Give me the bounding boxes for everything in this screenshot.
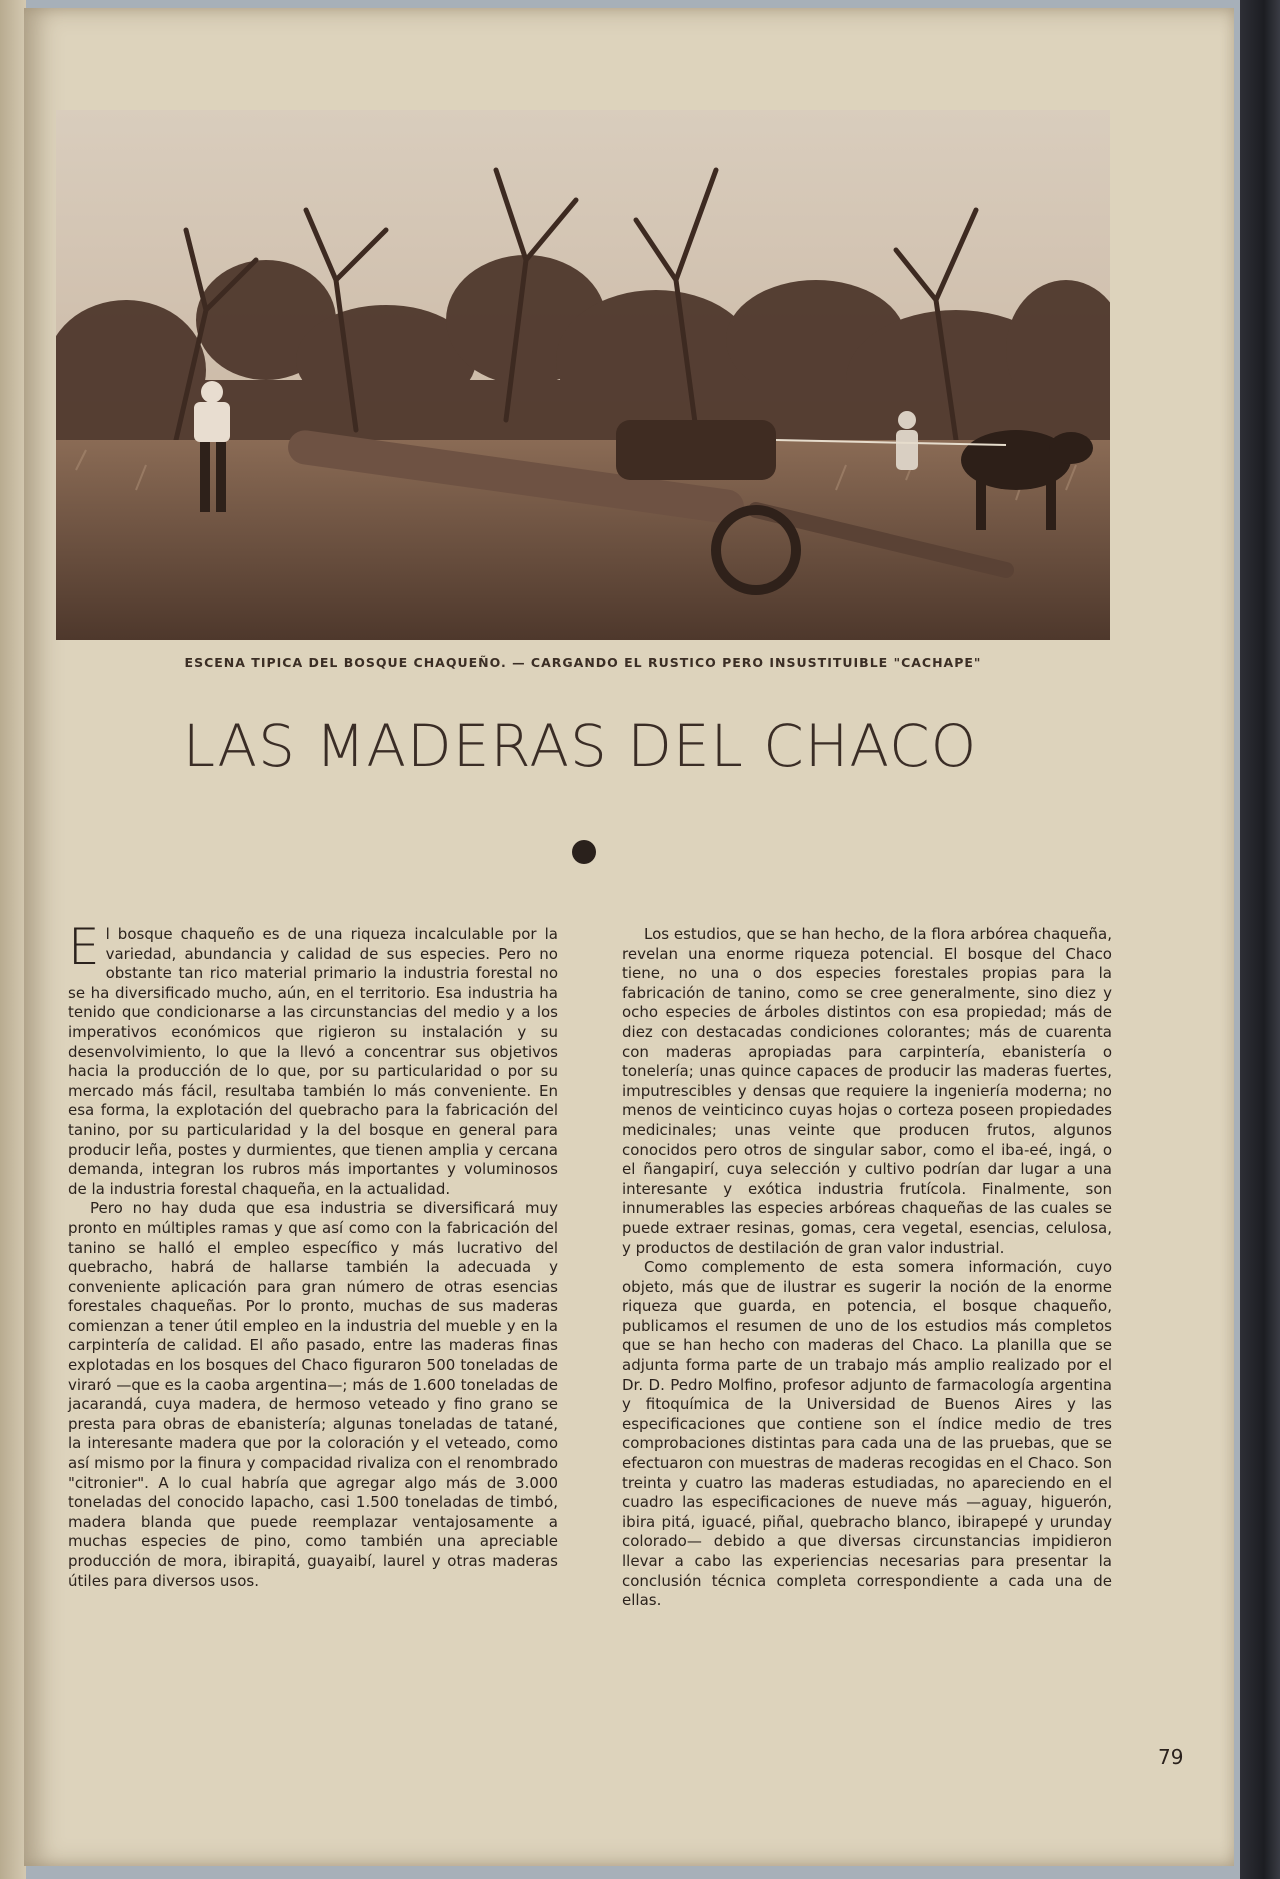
- left-column: [68, 918, 558, 1591]
- book-binding: [1240, 0, 1280, 1879]
- forest-scene-illustration: [56, 110, 1110, 640]
- ornament-dot: [572, 840, 596, 864]
- page-number: 79: [1158, 1745, 1184, 1769]
- paragraph: Pero no hay duda que esa industria se diversificará muy pronto en múltiples ramas y que así como con la fabricación del tanino se halló el empleo específico y más lucrativo del quebracho, habrá de hallarse también la adecuada y conveniente aplicación para gran número de otras esencias forestales chaqueñas. Por lo pronto, muchas de sus maderas comienzan a tener útil empleo en la industria del mueble y en la carpintería de calidad. El año pasado, entre las maderas finas explotadas en los bosques del Chaco figuraron 500 toneladas de viraró —que es la caoba argentina—; más de 1.600 toneladas de jacarandá, cuya madera, de hermoso veteado y fino grano se presta para obras de ebanistería; algunas toneladas de tatané, la interesante madera que por la coloración y el veteado, como así mismo por la finura y compacidad rivaliza con el renombrado "citronier". A lo cual habría que agregar algo más de 3.000 toneladas del conocido lapacho, casi 1.500 toneladas de timbó, madera blanda que puede reemplazar ventajosamente a muchas especies de pino, como también una apreciable producción de mora, ibirapitá, guayaibí, laurel y otras maderas útiles para diversos usos.: [68, 1199, 558, 1590]
- paragraph: l bosque chaqueño es de una riqueza incalculable por la variedad, abundancia y calidad de sus especies. Pero no obstante tan rico material primario la industria forestal no se ha diversificado mucho, aún, en el territorio. Esa industria ha tenido que condicionarse a las circunstancias del medio y a los imperativos económicos que rigieron su instalación y su desenvolvimiento, lo que la llevó a concentrar sus objetivos hacia la producción de lo que, por su particularidad o por su mercado más fácil, resultaba también lo más conveniente. En esa forma, la explotación del quebracho para la fabricación del tanino, por su particularidad y la del bosque en general para producir leña, postes y durmientes, que tienen amplia y cercana demanda, integran los rubros más importantes y voluminosos de la industria forestal chaqueña, en la actualidad.: [68, 925, 558, 1198]
- drop-cap: E: [68, 918, 100, 976]
- right-column: [622, 925, 1112, 1611]
- forest-photo: [56, 110, 1110, 640]
- paragraph: Como complemento de esta somera información, cuyo objeto, más que de ilustrar es sugerir la noción de la enorme riqueza que guarda, en potencia, el bosque chaqueño, publicamos el resumen de uno de los estudios más completos que se han hecho con maderas del Chaco. La planilla que se adjunta forma parte de un trabajo más amplio realizado por el Dr. D. Pedro Molfino, profesor adjunto de farmacología argentina y fitoquímica de la Universidad de Buenos Aires y las especificaciones que contiene son el índice medio de tres comprobaciones distintas para cada una de las pruebas, que se efectuaron con muestras de maderas recogidas en el Chaco. Son treinta y cuatro las maderas estudiadas, no apareciendo en el cuadro las especificaciones de nueve más —aguay, higuerón, ibira pitá, iguacé, piñal, quebracho blanco, ibirapepé y urunday colorado— debido a que diversas circunstancias impidieron llevar a cabo las experiencias necesarias para presentar la conclusión técnica completa correspondiente a cada una de ellas.: [622, 1258, 1112, 1610]
- photo-caption: ESCENA TIPICA DEL BOSQUE CHAQUEÑO. — CARGANDO EL RUSTICO PERO INSUSTITUIBLE "CACHAPE": [184, 655, 982, 670]
- page-gutter: [0, 0, 26, 1879]
- article-title: LAS MADERAS DEL CHACO: [182, 712, 978, 780]
- paragraph: Los estudios, que se han hecho, de la flora arbórea chaqueña, revelan una enorme riqueza potencial. El bosque del Chaco tiene, no una o dos especies forestales propias para la fabricación de tanino, como se cree generalmente, sino diez y ocho especies de árboles distintos con esa propiedad; más de diez con destacadas condiciones colorantes; más de cuarenta con maderas apropiadas para carpintería, ebanistería o tonelería; unas quince capaces de producir las maderas fuertes, imputrescibles y densas que requiere la ingeniería moderna; no menos de veinticinco cuyas hojas o corteza poseen propiedades medicinales; unas veinte que producen frutos, algunos conocidos pero otros de singular sabor, como el iba-eé, ingá, o el ñangapirí, cuya selección y cultivo podrían dar lugar a una interesante y exótica industria frutícola. Finalmente, son innumerables las especies arbóreas chaqueñas de las cuales se puede extraer resinas, gomas, cera vegetal, esencias, celulosa, y productos de destilación de gran valor industrial.: [622, 925, 1112, 1257]
